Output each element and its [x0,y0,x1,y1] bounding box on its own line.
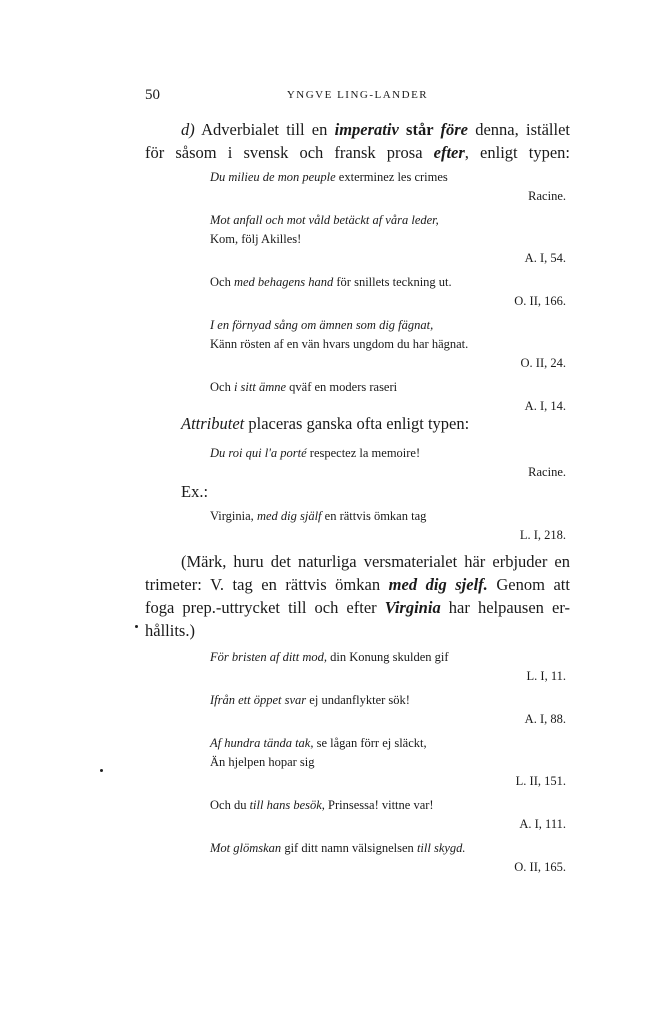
italic-run: Af hundra tända tak, [210,736,314,750]
citation-ref: L. I, 11. [526,669,566,683]
verse-line [210,211,566,230]
section-d-line-1 [145,118,570,141]
page-number: 50 [145,87,160,103]
citation-ref: A. I, 111. [519,817,566,831]
attribut-paragraph [145,412,570,435]
verse-line [210,316,566,335]
quotes-d [210,168,566,421]
quote-block [210,316,566,373]
text-run: gif ditt namn välsignelsen [281,841,417,855]
citation-ref: A. I, 54. [524,251,566,265]
note-line-3 [145,596,570,619]
text-run: exterminez les crimes [335,170,448,184]
verse-line [210,796,566,815]
text-run: Känn rösten af en vän hvars ungdom du har hägnat. [210,337,469,351]
text-run: respectez la memoire! [306,446,421,460]
verse-line [210,335,566,354]
emphasis: Virginia [384,598,441,617]
italic-run: För bristen af ditt mod, [210,650,328,664]
section-d-paragraph [145,118,570,164]
quote-block [210,378,566,416]
verse-line [210,753,566,772]
text-run: har helpausen er- [440,598,571,617]
text-run: Och [210,380,234,394]
italic-run: Mot glömskan [210,841,282,855]
emphasis: med dig sjelf. [388,575,488,594]
citation-ref: Racine. [528,189,566,203]
text-run: Prinsessa! vittne var! [324,798,434,812]
text-run: står [398,120,441,139]
verse-line [210,230,566,249]
quote-block [210,796,566,834]
verse-line [210,273,566,292]
verse-line [210,507,566,526]
italic-run: i sitt ämne [233,380,287,394]
quote-block [210,211,566,268]
emphasis: efter [433,143,465,162]
text-run: din Konung skulden gif [327,650,449,664]
citation-ref: L. I, 218. [519,528,566,542]
section-d-line-2 [145,141,570,164]
quote-block [210,691,566,729]
quote-block [210,648,566,686]
citation-ref: Racine. [528,465,566,479]
citation-ref: O. II, 166. [514,294,566,308]
note-paragraph [145,550,570,642]
emphasis: Attributet [181,414,245,433]
text-run: Än hjelpen hopar sig [210,755,315,769]
attribut-line [145,412,570,435]
text-run: , enligt typen: [464,143,570,162]
italic-run: Du roi qui l'a porté [210,446,307,460]
margin-mark [135,625,138,628]
note-line-2 [145,573,570,596]
text-run: Kom, följ Akilles! [210,232,302,246]
text-run: placeras ganska ofta enligt typen: [244,414,470,433]
quote-block [210,273,566,311]
text-run: Virginia, [210,509,257,523]
italic-run: Ifrån ett öppet svar [210,693,307,707]
note-line-1: (Märk, huru det naturliga versmaterialet här erbjuder en [181,552,570,571]
quote-example [210,507,566,545]
italic-run: med behagens hand [233,275,334,289]
quotes-final [210,648,566,882]
text-run: Och du [210,798,250,812]
text-run: foga prep.-uttrycket till och efter [145,598,385,617]
verse-line [210,734,566,753]
italic-run: till hans besök, [249,798,325,812]
italic-run: till skygd. [416,841,466,855]
italic-run: Du milieu de mon peuple [210,170,336,184]
section-label: d) [181,120,195,139]
text-run: för snillets teckning ut. [333,275,452,289]
verse-line [210,378,566,397]
text-run: denna, istället [467,120,570,139]
italic-run: med dig själf [256,509,322,523]
emphasis: före [440,120,468,139]
text-run: se lågan förr ej släckt, [313,736,427,750]
page-header [145,87,570,105]
ex-label: Ex.: [181,482,209,501]
verse-line [210,168,566,187]
text-run: en rättvis ömkan tag [321,509,427,523]
citation-ref: A. I, 14. [524,399,566,413]
quote-block [210,168,566,206]
text-run: för såsom i svensk och fransk prosa [145,143,434,162]
citation-ref: A. I, 88. [524,712,566,726]
text-run: trimeter: V. tag en rättvis ömkan [145,575,389,594]
text-run: Och [210,275,234,289]
citation-ref: L. II, 151. [515,774,566,788]
citation-ref: O. II, 24. [520,356,566,370]
quote-block [210,839,566,877]
quote-block [210,734,566,791]
emphasis: imperativ [334,120,399,139]
verse-line [210,444,566,463]
ex-paragraph [145,480,570,503]
margin-mark [100,769,103,772]
text-run: ej undanflykter sök! [306,693,410,707]
verse-line [210,839,566,858]
quote-attributet [210,444,566,482]
text-run: Genom att [487,575,570,594]
italic-run: Mot anfall och mot våld betäckt af våra leder, [210,213,439,227]
verse-line [210,691,566,710]
verse-line [210,648,566,667]
italic-run: I en förnyad sång om ämnen som dig fägnat, [210,318,434,332]
text-run: qväf en moders raseri [286,380,398,394]
text-run: Adverbialet till en [194,120,335,139]
note-line-4: hållits.) [145,621,195,640]
running-title: YNGVE LING-LANDER [286,89,429,101]
citation-ref: O. II, 165. [514,860,566,874]
